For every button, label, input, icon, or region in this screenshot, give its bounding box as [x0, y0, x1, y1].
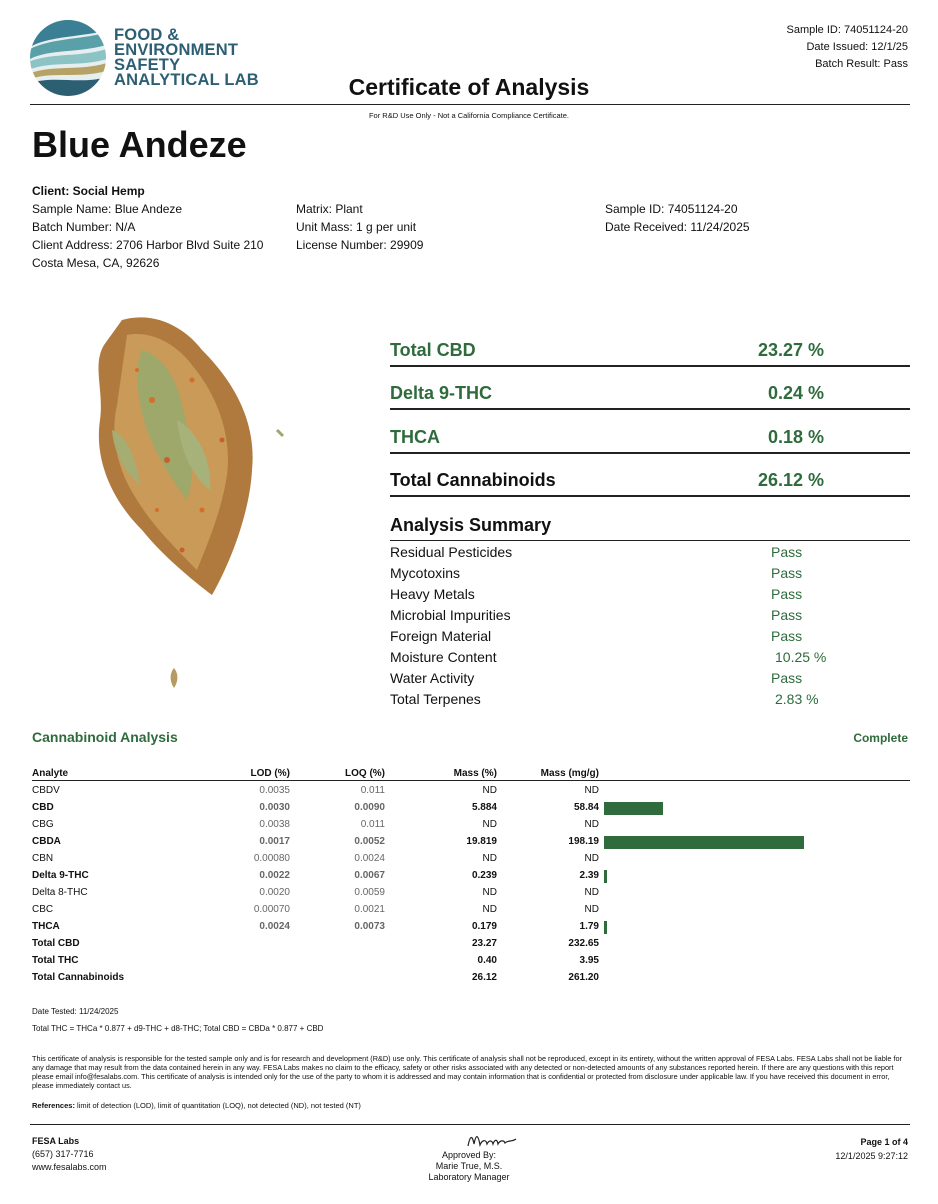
sample-id: Sample ID: 74051124-20	[605, 202, 738, 216]
loq-cell: 0.0090	[354, 802, 385, 813]
lod-cell: 0.0030	[259, 802, 290, 813]
matrix: Matrix: Plant	[296, 202, 363, 216]
mass-bar	[604, 921, 607, 934]
table-row	[32, 834, 910, 851]
loq-cell: 0.0067	[354, 870, 385, 881]
footer-approval	[0, 1150, 938, 1183]
summary-label: Foreign Material	[390, 628, 492, 644]
table-row	[32, 800, 910, 817]
table-row	[32, 783, 910, 800]
analyte-cell: CBG	[32, 819, 54, 830]
date-received: Date Received: 11/24/2025	[605, 220, 750, 234]
loq-cell: 0.0073	[354, 921, 385, 932]
summary-row	[390, 565, 830, 586]
sample-name: Sample Name: Blue Andeze	[32, 202, 183, 216]
certificate-title: Certificate of Analysis	[348, 74, 590, 100]
header-mass-mg: Mass (mg/g)	[540, 768, 599, 779]
summary-value: Pass	[771, 586, 803, 602]
key-result-label: Delta 9-THC	[390, 383, 493, 403]
footer-divider	[30, 1124, 910, 1125]
summary-value: Pass	[771, 544, 803, 560]
analyte-cell: CBDV	[32, 785, 60, 796]
approver-name: Marie True, M.S.	[435, 1161, 503, 1171]
cannabinoid-status: Complete	[853, 731, 908, 745]
mass-mg-cell: 232.65	[568, 938, 599, 949]
table-row	[32, 868, 910, 885]
product-name: Blue Andeze	[32, 124, 247, 165]
key-result-label: Total Cannabinoids	[390, 470, 556, 490]
summary-row	[390, 586, 830, 607]
loq-cell: 0.011	[360, 785, 385, 796]
key-result-thca	[390, 424, 910, 454]
table-row	[32, 817, 910, 834]
key-result-value: 26.12 %	[757, 470, 824, 490]
header-mass-pct: Mass (%)	[453, 768, 497, 779]
lod-cell: 0.0038	[259, 819, 290, 830]
summary-row	[390, 544, 830, 565]
lod-cell: 0.0035	[259, 785, 290, 796]
mass-pct-cell: 26.12	[471, 972, 497, 983]
summary-label: Mycotoxins	[390, 565, 461, 581]
analyte-cell: CBDA	[32, 836, 61, 847]
mass-bar	[604, 802, 663, 815]
table-row	[32, 919, 910, 936]
analyte-cell: CBD	[32, 802, 54, 813]
lab-name-line: SAFETY	[114, 56, 181, 74]
mass-bar	[604, 836, 804, 849]
lab-name-line: FOOD &	[114, 26, 180, 44]
key-result-value: 0.18 %	[767, 427, 824, 447]
table-row	[32, 851, 910, 868]
references-text: limit of detection (LOD), limit of quantitation (LOQ), not detected (ND), not tested (NT)	[77, 1101, 361, 1110]
summary-label: Total Terpenes	[390, 691, 481, 707]
table-row	[32, 953, 910, 970]
header-loq: LOQ (%)	[345, 768, 385, 779]
mass-pct-cell: 0.179	[471, 921, 497, 932]
product-image-fragment	[168, 668, 180, 688]
approved-by-label: Approved By:	[441, 1150, 497, 1160]
loq-cell: 0.0024	[354, 853, 385, 864]
mass-mg-cell: ND	[584, 904, 599, 915]
mass-mg-cell: ND	[584, 785, 599, 796]
analysis-summary-divider	[390, 540, 910, 541]
key-result-label: THCA	[390, 427, 440, 447]
license-number: License Number: 29909	[296, 238, 424, 252]
client-info	[32, 182, 263, 272]
analyte-cell: Delta 9-THC	[32, 870, 89, 881]
lod-cell: 0.0020	[259, 887, 290, 898]
report-datetime: 12/1/2025 9:27:12	[835, 1151, 908, 1161]
key-result-delta9-thc	[390, 380, 910, 410]
lod-cell: 0.0022	[259, 870, 290, 881]
mass-mg-cell: 198.19	[568, 836, 599, 847]
approver-title: Laboratory Manager	[428, 1172, 510, 1182]
matrix-info	[296, 200, 423, 254]
lod-cell: 0.0017	[259, 836, 290, 847]
mass-mg-cell: 261.20	[568, 972, 599, 983]
page-number: Page 1 of 4	[860, 1137, 908, 1147]
mass-pct-cell: 0.239	[471, 870, 497, 881]
mass-pct-cell: 23.27	[471, 938, 497, 949]
loq-cell: 0.0059	[354, 887, 385, 898]
mass-pct-cell: 5.884	[471, 802, 497, 813]
summary-row	[390, 607, 830, 628]
footer-website: www.fesalabs.com	[32, 1162, 107, 1172]
summary-value: 10.25 %	[775, 649, 827, 665]
client-address: Client Address: 2706 Harbor Blvd Suite 210	[32, 238, 264, 252]
unit-mass: Unit Mass: 1 g per unit	[296, 220, 417, 234]
references-label: References:	[32, 1101, 75, 1110]
footer-page-info	[835, 1135, 908, 1163]
mass-pct-cell: ND	[482, 785, 497, 796]
summary-row	[390, 649, 830, 670]
loq-cell: 0.011	[360, 819, 385, 830]
mass-bar	[604, 870, 607, 883]
footer-lab-name: FESA Labs	[32, 1136, 80, 1146]
rd-use-note: For R&D Use Only - Not a California Compliance Certificate.	[368, 111, 570, 120]
header-divider	[30, 104, 910, 105]
analyte-cell: Total Cannabinoids	[32, 972, 125, 983]
client-name: Client: Social Hemp	[32, 184, 145, 198]
mass-pct-cell: ND	[482, 819, 497, 830]
summary-value: 2.83 %	[775, 691, 819, 707]
mass-pct-cell: ND	[482, 853, 497, 864]
lod-cell: 0.0024	[259, 921, 290, 932]
key-result-total-cbd	[390, 337, 910, 367]
total-formula: Total THC = THCa * 0.877 + d9-THC + d8-THC; Total CBD = CBDa * 0.877 + CBD	[32, 1024, 324, 1033]
summary-row	[390, 670, 830, 691]
sample-info	[605, 200, 750, 236]
signature-image	[450, 1130, 540, 1152]
mass-mg-cell: ND	[584, 853, 599, 864]
summary-row	[390, 691, 830, 712]
mass-mg-cell: 1.79	[579, 921, 599, 932]
header-batch-result: Batch Result: Pass	[815, 58, 908, 70]
key-result-value: 0.24 %	[767, 383, 824, 403]
summary-label: Moisture Content	[390, 649, 497, 665]
header-meta	[787, 22, 909, 73]
analyte-cell: CBN	[32, 853, 54, 864]
product-image	[82, 310, 302, 600]
summary-row	[390, 628, 830, 649]
table-row	[32, 936, 910, 953]
client-address-city: Costa Mesa, CA, 92626	[32, 256, 160, 270]
date-tested: Date Tested: 11/24/2025	[32, 1007, 119, 1016]
header-sample-id: Sample ID: 74051124-20	[786, 24, 908, 36]
analysis-summary-title: Analysis Summary	[390, 515, 552, 535]
disclaimer-text: This certificate of analysis is responsible for the tested sample only and is for research and development (R&D) use only. This certificate of analysis shall not be reproduced, except in its entirety, without the written approval of FESA Labs. FESA Labs shall not be liable for any damage that may result from the data contained herein in any way. FESA Labs makes no claim to the efficacy, safety or other risks associated with any detected or non-detected amounts of any substances reported herein. If there are any questions with this report please email info@fesalabs.com. This certificate of analysis is intended only for the use of the party to whom it is addressed and may contain information that is confidential or protected from disclosure under applicable law. If you have received this document in error, please immediately contact us.	[32, 1054, 902, 1090]
mass-mg-cell: 2.39	[579, 870, 599, 881]
lod-cell: 0.00080	[253, 853, 290, 864]
mass-pct-cell: ND	[482, 887, 497, 898]
summary-label: Heavy Metals	[390, 586, 475, 602]
references	[32, 1101, 361, 1110]
cannabinoid-analysis-title: Cannabinoid Analysis	[32, 729, 178, 745]
lod-cell: 0.00070	[253, 904, 290, 915]
analyte-cell: Total THC	[32, 955, 79, 966]
footer-phone: (657) 317-7716	[32, 1149, 94, 1159]
header-date-issued: Date Issued: 12/1/25	[806, 41, 908, 53]
table-header	[32, 766, 910, 781]
mass-pct-cell: 19.819	[466, 836, 497, 847]
summary-value: Pass	[771, 670, 803, 686]
mass-mg-cell: 58.84	[573, 802, 599, 813]
header-analyte: Analyte	[32, 768, 69, 779]
summary-value: Pass	[771, 607, 803, 623]
summary-value: Pass	[771, 565, 803, 581]
table-row	[32, 970, 910, 987]
analyte-cell: Total CBD	[32, 938, 80, 949]
header-lod: LOD (%)	[250, 768, 290, 779]
analyte-cell: Delta 8-THC	[32, 887, 88, 898]
table-row	[32, 902, 910, 919]
loq-cell: 0.0052	[354, 836, 385, 847]
lab-name-line: ENVIRONMENT	[114, 41, 239, 59]
analyte-cell: CBC	[32, 904, 54, 915]
batch-number: Batch Number: N/A	[32, 220, 136, 234]
analyte-cell: THCA	[32, 921, 60, 932]
loq-cell: 0.0021	[354, 904, 385, 915]
key-result-label: Total CBD	[390, 340, 476, 360]
table-row	[32, 885, 910, 902]
summary-label: Residual Pesticides	[390, 544, 513, 560]
summary-label: Microbial Impurities	[390, 607, 511, 623]
mass-mg-cell: ND	[584, 819, 599, 830]
summary-value: Pass	[771, 628, 803, 644]
lab-name-line: ANALYTICAL LAB	[114, 71, 259, 89]
key-result-total-cannabinoids	[390, 467, 910, 497]
mass-mg-cell: ND	[584, 887, 599, 898]
mass-pct-cell: ND	[482, 904, 497, 915]
mass-mg-cell: 3.95	[579, 955, 599, 966]
summary-label: Water Activity	[390, 670, 475, 686]
mass-pct-cell: 0.40	[477, 955, 497, 966]
key-result-value: 23.27 %	[757, 340, 824, 360]
